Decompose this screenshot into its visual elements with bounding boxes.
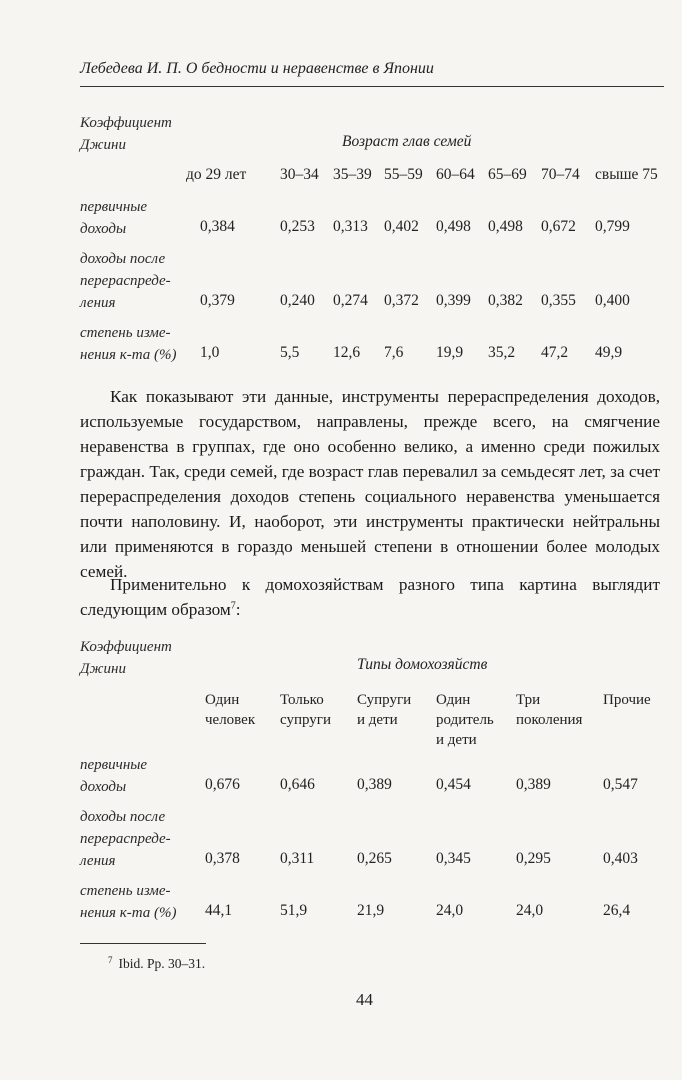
table2-group-header: Типы домохозяйств bbox=[357, 656, 488, 673]
table-cell: 0,389 bbox=[357, 776, 392, 793]
table-cell: 0,454 bbox=[436, 776, 471, 793]
table-cell: 0,311 bbox=[280, 850, 315, 867]
table-cell: 26,4 bbox=[603, 902, 631, 919]
table2-stub-header: Коэффициент Джини bbox=[80, 639, 172, 677]
table-cell: 0,403 bbox=[603, 850, 638, 867]
table-cell: 0,295 bbox=[516, 850, 551, 867]
table-cell: 7,6 bbox=[384, 344, 404, 361]
table-cell: 0,274 bbox=[333, 292, 368, 309]
table-cell: 0,498 bbox=[488, 218, 523, 235]
table-cell: 0,313 bbox=[333, 218, 368, 235]
table-cell: 24,0 bbox=[436, 902, 464, 919]
table1-col-header: 60–64 bbox=[436, 166, 475, 183]
table-cell: 0,646 bbox=[280, 776, 315, 793]
table-cell: 47,2 bbox=[541, 344, 569, 361]
table-cell: 24,0 bbox=[516, 902, 544, 919]
table-cell: 5,5 bbox=[280, 344, 300, 361]
table1-col-header: свыше 75 bbox=[595, 166, 658, 183]
table-cell: 49,9 bbox=[595, 344, 623, 361]
table-cell: 51,9 bbox=[280, 902, 308, 919]
table2-col-header: Супруги и дети bbox=[357, 692, 412, 728]
table-cell: 0,265 bbox=[357, 850, 392, 867]
table-cell: 0,384 bbox=[200, 218, 235, 235]
table1-col-header: 65–69 bbox=[488, 166, 527, 183]
footnote-number: 7 bbox=[108, 954, 113, 965]
table-cell: 0,402 bbox=[384, 218, 419, 235]
table-cell: 0,379 bbox=[200, 292, 235, 309]
table-cell: 0,672 bbox=[541, 218, 576, 235]
table-cell: 0,799 bbox=[595, 218, 630, 235]
table-cell: 19,9 bbox=[436, 344, 464, 361]
table2-col-header: Три поколения bbox=[516, 692, 583, 728]
table-cell: 0,345 bbox=[436, 850, 471, 867]
table1-row-label: первичные доходы bbox=[80, 199, 148, 237]
table2-row-label: первичные доходы bbox=[80, 757, 148, 795]
table-cell: 0,547 bbox=[603, 776, 638, 793]
table-cell: 0,372 bbox=[384, 292, 419, 309]
table-cell: 0,498 bbox=[436, 218, 471, 235]
table-cell: 35,2 bbox=[488, 344, 516, 361]
table2-col-header: Один человек bbox=[205, 692, 256, 728]
footnote-rule bbox=[80, 943, 206, 944]
table1-stub-header: Коэффициент Джини bbox=[80, 115, 172, 153]
table-cell: 0,399 bbox=[436, 292, 471, 309]
table2-col-header: Только супруги bbox=[280, 692, 331, 728]
table1-col-header: 35–39 bbox=[333, 166, 372, 183]
footnote bbox=[108, 956, 205, 972]
table1-row-label: доходы после перераспреде- ления bbox=[80, 251, 171, 311]
table-cell: 12,6 bbox=[333, 344, 361, 361]
table1-col-header: 55–59 bbox=[384, 166, 423, 183]
table-cell: 0,676 bbox=[205, 776, 240, 793]
running-head: Лебедева И. П. О бедности и неравенстве в Японии bbox=[80, 60, 434, 77]
table1-col-header: 30–34 bbox=[280, 166, 319, 183]
footnote-marker[interactable]: 7 bbox=[230, 600, 236, 612]
table-cell: 21,9 bbox=[357, 902, 385, 919]
table2-col-header: Прочие bbox=[603, 692, 651, 708]
footnote-text: Ibid. Pp. 30–31. bbox=[118, 956, 206, 971]
table1-col-header: 70–74 bbox=[541, 166, 580, 183]
body-paragraph: Как показывают эти данные, инструменты перераспределения доходов, используемые государством, направлены, прежде всего, на смягчение неравенства в группах, где оно особенно велико, а именно среди пожилых граждан. Так, среди семей, где возраст глав перевалил за семьдесят лет, за счет перераспределения доходов степень социального неравенства уменьшается почти наполовину. И, наоборот, эти инструменты практически нейтральны или применяются в гораздо меньшей степени в отношении более молодых семей. bbox=[80, 387, 660, 581]
table2-col-header: Один родитель и дети bbox=[436, 692, 494, 748]
table2-row-label: доходы после перераспреде- ления bbox=[80, 809, 171, 869]
header-rule bbox=[80, 86, 664, 87]
table-cell: 0,378 bbox=[205, 850, 240, 867]
table-cell: 44,1 bbox=[205, 902, 233, 919]
table1-row-label: степень изме- нения к-та (%) bbox=[80, 325, 177, 363]
table-cell: 1,0 bbox=[200, 344, 220, 361]
table1-col-header: до 29 лет bbox=[186, 166, 247, 183]
table-cell: 0,253 bbox=[280, 218, 315, 235]
table2-row-label: степень изме- нения к-та (%) bbox=[80, 883, 177, 921]
table-cell: 0,355 bbox=[541, 292, 576, 309]
table-cell: 0,400 bbox=[595, 292, 630, 309]
table-cell: 0,240 bbox=[280, 292, 315, 309]
page-number: 44 bbox=[356, 990, 373, 1009]
table-cell: 0,389 bbox=[516, 776, 551, 793]
table-cell: 0,382 bbox=[488, 292, 523, 309]
table1-group-header: Возраст глав семей bbox=[342, 133, 472, 150]
body-paragraph: Применительно к домохозяйствам разного типа картина выглядит следующим образом$^7$: bbox=[80, 575, 660, 619]
